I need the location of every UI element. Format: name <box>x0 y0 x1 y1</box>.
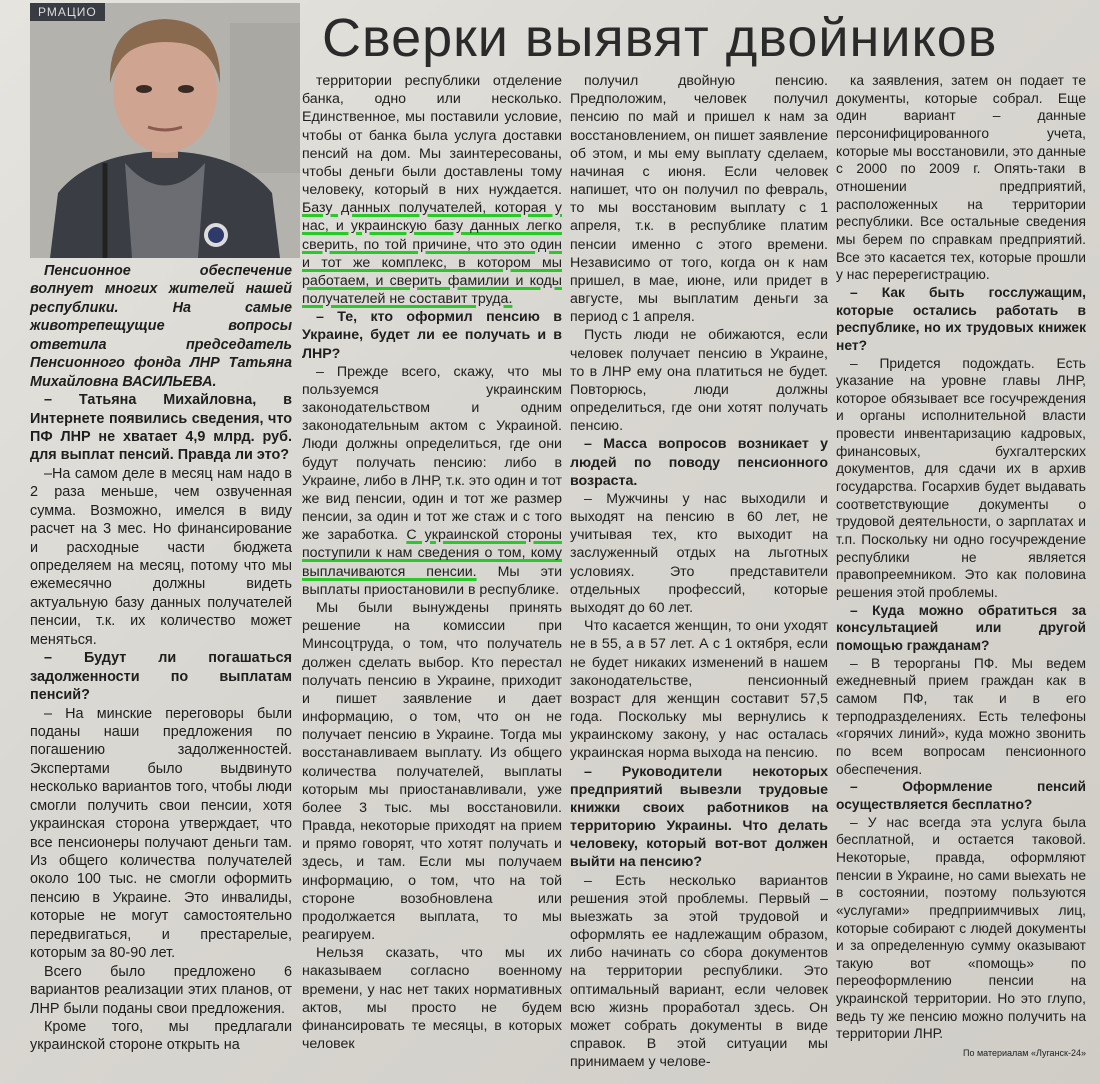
answer-2b: Всего было предложено 6 вариантов реализации этих планов, от ЛНР были поданы свои предложения. <box>30 963 292 1017</box>
answer-4b: Что касается женщин, то они уходят не в 55, а в 57 лет. А с 1 октября, если не будет никаких изменений в нашем законодательстве, пенсионный возраст для женщин составит 57,5 года. Поскольку мы вернулись к украинскому закону, у нас осталась украинская норма выхода на пенсию. <box>570 618 828 762</box>
answer-3 <box>302 363 562 599</box>
answer-2c: Кроме того, мы предлагали украинской стороне открыть на <box>30 1018 292 1054</box>
paragraph-double-pension: получил двойную пенсию. Предположим, человек получил пенсию по май и пришел к нам за восстановлением, он пишет заявление об этом, и мы ему выплату сделаем, начиная с июня. Если человек напишет, что он получил по февраль, то мы восстановим выплату с 1 апреля, т.к. в республике платим пенсии именно с этого времени. Независимо от того, когда он к нам пришел, в мае, июне, или придет в августе, мы выплатим деньги за период с 1 апреля. <box>570 73 828 326</box>
answer-2: – На минские переговоры были поданы наши предложения по погашению задолженностей. Экспертами было выдвинуто несколько вариантов того, чтобы люди смогли получить свои пенсии, хотя украинская сторона утверждает, что все пенсионеры получают деньги там. Из общего количества получателей около 100 тыс. не смогли оформить пенсию в Украине. Это инвалиды, которые не могут самостоятельно передвигаться, и престарелые, которым за 80-90 лет. <box>30 705 292 962</box>
answer-5-continued: ка заявления, затем он подает те документы, которые собрал. Еще один вариант – данные персонифицированного учета, которые мы восстановили, это данные с 2000 по 2009 г. Опять-таки в отношении предприятий, расположенных на территории республики. Все остальные сведения мы берем по справкам предприятий. Все это касается тех, которые прошли у нас перерегистрацию. <box>836 73 1086 283</box>
column-1 <box>30 262 292 1055</box>
question-4: – Масса вопросов возникает у людей по поводу пенсионного возраста. <box>570 436 828 489</box>
answer-3-text: – Прежде всего, скажу, что мы пользуемся украинским законодательством и одним законодательным актом с Украиной. Люди должны определиться, где они будут получать пенсию: либо в Украине, либо в ЛНР, т.к. это один и тот же вид пенсии, один и тот же размер пенсии, за один и тот же стаж и с того же заработка. <box>302 363 562 544</box>
article-headline: Сверки выявят двойников <box>322 8 998 68</box>
paragraph-bank <box>302 72 562 308</box>
paragraph-dont-offend: Пусть люди не обижаются, если человек получает пенсию в Украине, то в ЛНР ему она платиться не будет. Повторюсь, люди должны определиться, где они хотят получать пенсию. <box>570 327 828 435</box>
portrait-illustration <box>30 3 300 258</box>
paragraph-bank-text: территории республики отделение банка, одно или несколько. Единственное, мы поставили условие, чтобы от банка была услуга доставки пенсий на дом. Мы заинтересованы, чтобы деньги были доставлены тому человеку, который в них нуждается. <box>302 73 562 199</box>
question-2: – Будут ли погашаться задолженности по выплатам пенсий? <box>30 650 292 704</box>
question-5: – Руководители некоторых предприятий вывезли трудовые книжки своих работников на территорию Украины. Что делать человеку, который вот-вот должен выйти на пенсию? <box>570 763 828 871</box>
question-3: – Те, кто оформил пенсию в Украине, будет ли ее получать и в ЛНР? <box>302 309 562 362</box>
source-credit: По материалам «Луганск-24» <box>962 1048 1086 1059</box>
question-8: – Оформление пенсий осуществляется бесплатно? <box>836 779 1086 812</box>
question-6: – Как быть госслужащим, которые остались работать в республике, но их трудовых книжек нет? <box>836 284 1086 353</box>
paragraph-penalty: Нельзя сказать, что мы их наказываем согласно военному времени, у нас нет таких нормативных актов, мы просто не будем финансировать те месяцы, в которых человек <box>302 945 562 1053</box>
photo-agency-tag: РМАЦИО <box>30 3 105 21</box>
answer-3-tail: Мы эти выплаты приостановили в республике. <box>302 563 562 598</box>
answer-6: – Придется подождать. Есть указание на уровне главы ЛНР, которое обязывает все госучреждения и органы исполнительной власти провести инвентаризацию кадровых, финансовых, бухгалтерских документов, для сдачи их в архив государства. Госархив будет выдавать соответствующие документы о трудовой деятельности, о зарплатах и т.п. Поскольку ни одно госучреждение республики не является правопреемником. Это как половина решения этой проблемы. <box>836 355 1086 601</box>
column-3 <box>570 72 828 1071</box>
answer-8: – У нас всегда эта услуга была бесплатной, и остается таковой. Некоторые, правда, оформляют пенсии в Украине, но сами выехать не в состоянии, поэтому пользуются «услугами» предприимчивых лиц, которые собирают с людей документы и за определенную сумму оказывают такую вот «помощь» по переоформлению пенсии на украинской территории. Но это глупо, ведь ту же пенсию можно получить на территории ЛНР. <box>836 814 1086 1042</box>
column-2 <box>302 72 562 1053</box>
answer-5: – Есть несколько вариантов решения этой проблемы. Первый – выезжать за этой трудовой и оформлять ее надлежащим образом, либо начинать со сбора документов на территории республики. Это оптимальный вариант, если человек всю жизнь проработал здесь. Он может собрать документы в виде справок. В этой ситуации мы принимаем у челове- <box>570 872 828 1071</box>
question-7: – Куда можно обратиться за консультацией или другой помощью гражданам? <box>836 602 1086 653</box>
question-1: – Татьяна Михайловна, в Интернете появились сведения, что ПФ ЛНР не хватает 4,9 млрд. руб. для выплат пенсий. Правда ли это? <box>30 392 292 464</box>
column-4 <box>836 72 1086 1063</box>
answer-4: – Мужчины у нас выходили и выходят на пенсию в 60 лет, не учитывая тех, кто выходит на заслуженный отдых на льготных условиях. Это представители отдельных профессий, которые выходят до 60 лет. <box>570 490 828 616</box>
highlighted-database-text: Базу данных получателей, которая у нас, и украинскую базу данных легко сверить, по той причине, что это один и тот же комплекс, в котором мы работаем, и сверить фамилии и коды получателей не составит труда. <box>302 200 562 308</box>
portrait-photo <box>30 3 300 258</box>
answer-1: –На самом деле в месяц нам надо в 2 раза меньше, чем озвученная сумма. Возможно, имелся в виду расчет на 3 мес. Но финансирование и расходные части бюджета определяем на месяц, потому что мы ежемесячно должны видеть актуальную базу данных получателей пенсии, т.к. их количество может меняться. <box>30 465 292 648</box>
highlighted-ukraine-info-text: С украинской стороны поступили к нам сведения о том, кому выплачиваются пенсии. <box>302 527 562 580</box>
article-lead: Пенсионное обеспечение волнует многих жителей нашей республики. На самые животрепещущие вопросы ответила председатель Пенсионного фонда ЛНР Татьяна Михайловна ВАСИЛЬЕВА. <box>30 263 292 390</box>
paragraph-commission: Мы были вынуждены принять решение на комиссии при Минсоцтруда, о том, что получатель должен сделать выбор. Кто перестал получать пенсию в Украине, приходит и пишет заявление и дает информацию, о том, что он не получает пенсию в Украине. Тогда мы восстанавливаем выплату. Из общего количества получателей, выплаты которым мы приостанавливали, уже более 3 тыс. мы восстановили. Правда, некоторые приходят на прием и прямо говорят, что хотят получать и здесь, и там. Если мы получаем информацию, о том, что на той стороне возобновлена или продолжается выплата, то мы реагируем. <box>302 599 562 944</box>
answer-7: – В терорганы ПФ. Мы ведем ежедневный прием граждан как в самом ПФ, так и в его терподразделениях. Есть телефоны «горячих линий», куда можно звонить по всем вопросам пенсионного обеспечения. <box>836 655 1086 777</box>
